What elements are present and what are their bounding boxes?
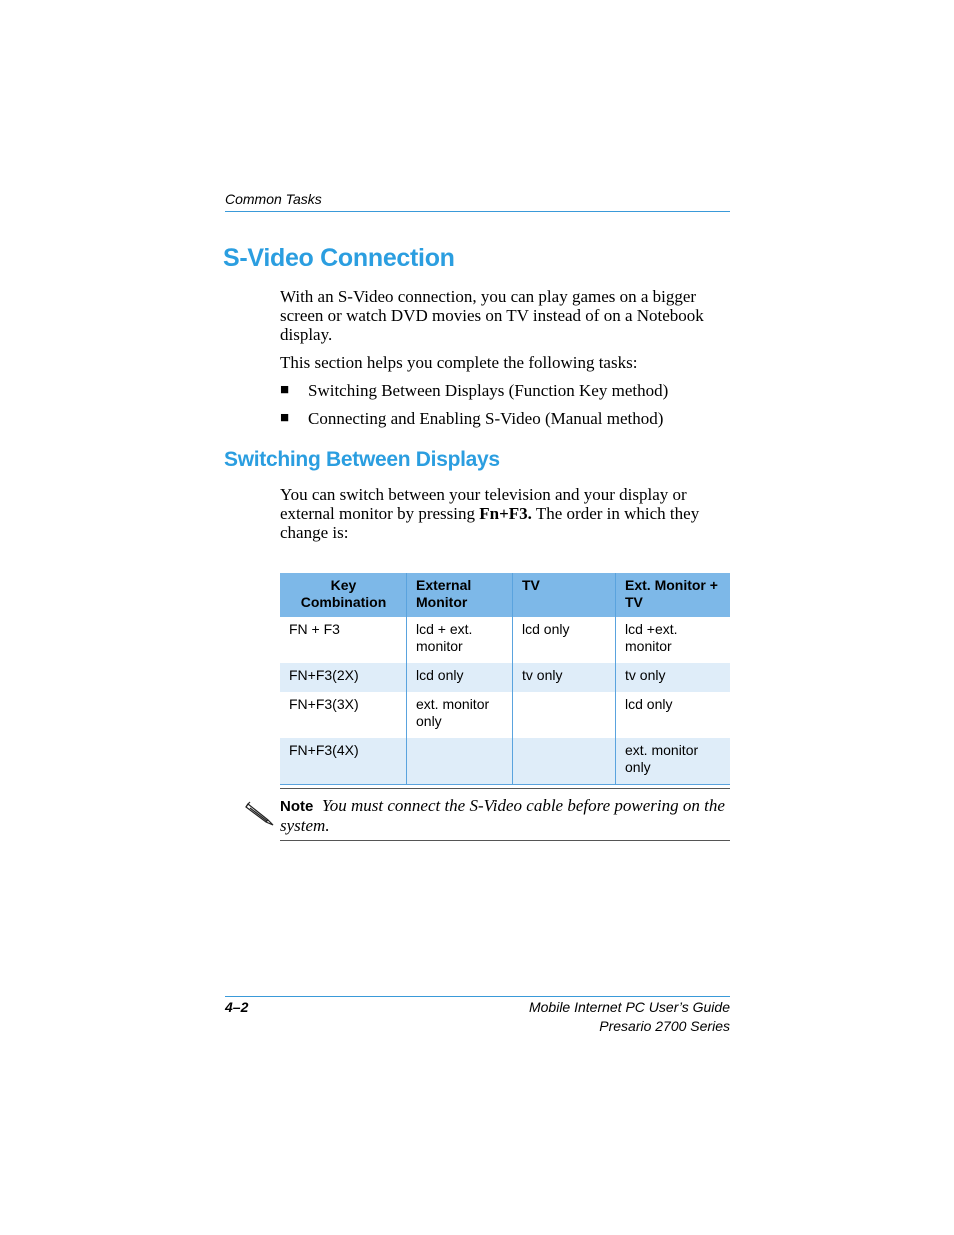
task-label: Switching Between Displays (Function Key method) — [308, 381, 669, 400]
note-bottom-rule — [280, 840, 730, 841]
table-cell: ext. monitor only — [616, 738, 731, 785]
page-title: S-Video Connection — [223, 244, 455, 272]
intro-paragraph: With an S-Video connection, you can play games on a bigger screen or watch DVD movies on TV instead of on a Notebook display. — [280, 287, 704, 344]
table-cell: FN + F3 — [289, 621, 340, 637]
table-cell: lcd +ext. monitor — [616, 617, 731, 663]
table-cell — [407, 738, 513, 785]
key-combo: Fn+F3. — [479, 504, 532, 523]
bullet-marker: ■ — [280, 410, 290, 426]
note-body: You must connect the S-Video cable before powering on the system. — [280, 796, 725, 835]
table-row — [280, 663, 730, 692]
task-label: Connecting and Enabling S-Video (Manual method) — [308, 409, 664, 428]
note-label: Note — [280, 798, 314, 815]
tasks-intro-paragraph: This section helps you complete the following tasks: — [280, 353, 638, 372]
table-cell: lcd only — [407, 663, 513, 692]
bullet-marker: ■ — [280, 382, 290, 398]
column-header: Ext. Monitor + TV — [616, 573, 731, 617]
task-list-item — [280, 381, 668, 400]
page-number: 4–2 — [225, 999, 249, 1015]
column-header: TV — [513, 573, 616, 617]
task-list-item — [280, 409, 663, 428]
table-cell — [513, 692, 616, 738]
table-row — [280, 738, 730, 785]
running-header: Common Tasks — [225, 191, 322, 207]
pencil-note-icon — [244, 798, 276, 828]
table-cell — [513, 738, 616, 785]
switching-paragraph — [280, 485, 730, 542]
header-rule — [225, 211, 730, 212]
footer-guide-title: Mobile Internet PC User’s Guide — [528, 999, 730, 1015]
footer-series: Presario 2700 Series — [599, 1018, 730, 1034]
note-text — [280, 796, 732, 835]
table-cell: FN+F3(2X) — [280, 663, 407, 692]
table-row — [280, 617, 730, 663]
table-row — [280, 692, 730, 738]
switching-text-before: You can switch between your television and your display or external monitor by pressing — [280, 485, 687, 523]
note-top-rule — [280, 788, 730, 789]
column-header: External Monitor — [407, 573, 513, 617]
column-header: Key Combination — [280, 573, 407, 617]
table-cell: tv only — [616, 663, 731, 692]
table-cell: FN+F3(4X) — [280, 738, 407, 785]
table-cell: ext. monitor only — [407, 692, 513, 738]
display-order-table — [280, 573, 730, 785]
table-header-row — [280, 573, 730, 617]
subsection-title: Switching Between Displays — [224, 448, 500, 471]
footer-rule — [225, 996, 730, 997]
table-cell: lcd only — [513, 617, 616, 663]
table-cell: lcd + ext. monitor — [407, 617, 513, 663]
table-cell: tv only — [513, 663, 616, 692]
table-cell: FN+F3(3X) — [289, 696, 359, 712]
table-cell: lcd only — [616, 692, 731, 738]
switching-text-after: The order in which they change is: — [280, 504, 700, 542]
